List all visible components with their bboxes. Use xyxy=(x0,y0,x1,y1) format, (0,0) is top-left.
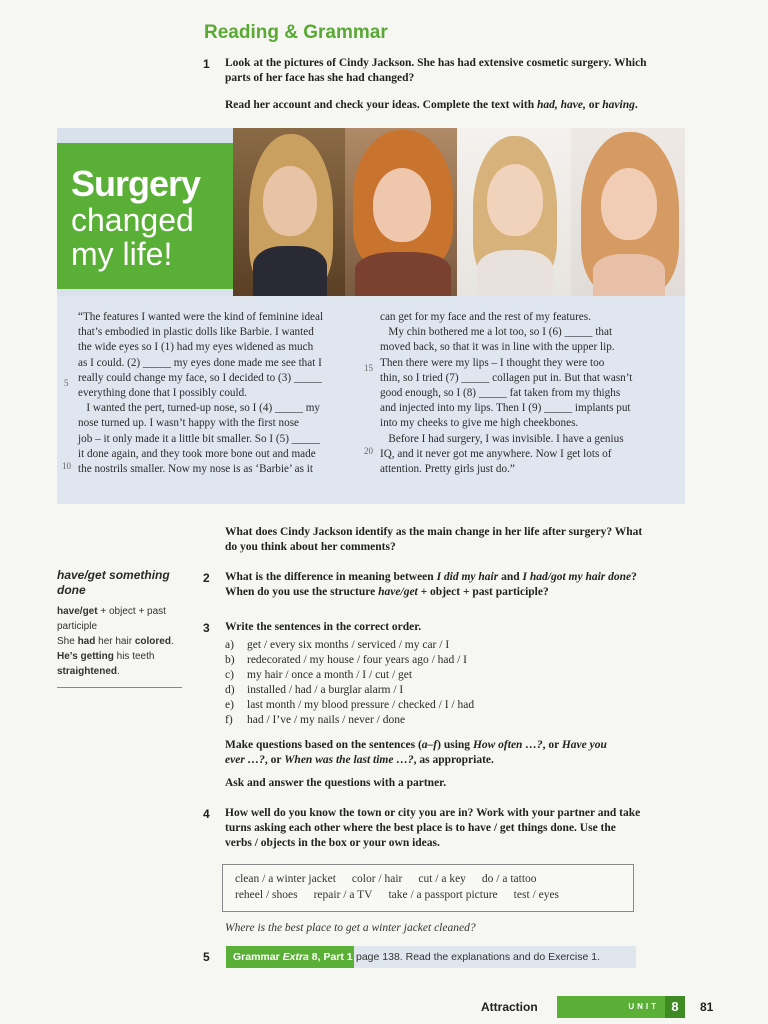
q2-part: + object + past participle? xyxy=(417,586,549,598)
question-2-text xyxy=(225,570,695,600)
article-right-line: attention. Pretty girls just do.” xyxy=(380,463,515,476)
q3-part: ) using xyxy=(437,739,473,751)
article-left-line: job – it only made it a little bit smaller. So I (5) _____ xyxy=(78,432,320,445)
article-right-line: Before I had surgery, I was invisible. I have a genius xyxy=(380,432,624,445)
article-left-line: really could change my face, so I decided to (3) _____ xyxy=(78,371,322,384)
instruction-or: or xyxy=(585,99,603,111)
list-text: get / every six months / serviced / my car / I xyxy=(247,639,450,651)
label-part: Grammar xyxy=(233,951,283,963)
grammar-box-body xyxy=(57,604,182,679)
instruction-end: . xyxy=(634,99,638,111)
list-text: installed / had / a burglar alarm / I xyxy=(247,684,404,696)
line-number-10: 10 xyxy=(62,461,71,471)
list-text: redecorated / my house / four years ago / had / I xyxy=(247,654,468,666)
example-1-bold: colored xyxy=(134,636,171,647)
photo-cindy-2 xyxy=(345,128,457,296)
rule-line-2: participle xyxy=(57,621,98,632)
q3-part: , as appropriate. xyxy=(413,754,494,766)
article-column-left xyxy=(78,310,378,477)
q4-line: How well do you know the town or city you are in? Work with your partner and take xyxy=(225,807,641,819)
q3-italic: How often …? xyxy=(472,739,543,751)
grammar-box-title xyxy=(57,568,182,598)
article-banner xyxy=(57,128,685,296)
example-2-bold: He’s xyxy=(57,651,81,662)
q3-part: Make questions based on the sentences ( xyxy=(225,739,422,751)
q3-italic: When was the last time …? xyxy=(284,754,414,766)
box-row-2 xyxy=(235,889,575,901)
label-italic: Extra xyxy=(282,951,309,963)
example-1-part: . xyxy=(170,636,174,647)
list-item xyxy=(225,698,685,713)
box-item: reheel / shoes xyxy=(235,889,298,901)
box-row-1 xyxy=(235,873,553,885)
list-item xyxy=(225,668,685,683)
question-1-number: 1 xyxy=(203,57,210,71)
article-left-line: as I could. (2) _____ my eyes done made me see that I xyxy=(78,356,322,369)
article-right-line: moved back, so that it was in line with the upper lip. xyxy=(380,341,615,354)
list-letter: e) xyxy=(225,699,234,711)
article-left-line: the wide eyes so I (1) had my eyes widened as much xyxy=(78,341,314,354)
q2-part: and xyxy=(498,571,523,583)
article-left-line: the nostrils smaller. Now my nose is as ‘Barbie’ as it xyxy=(78,463,314,476)
banner-title-line-3: my life! xyxy=(71,236,173,272)
box-item: take / a passport picture xyxy=(388,889,498,901)
instruction-word-having: having xyxy=(602,99,635,111)
article-right-line: into my cheeks to give me high cheekbones. xyxy=(380,417,579,430)
box-item: clean / a winter jacket xyxy=(235,873,336,885)
line-number-20: 20 xyxy=(364,446,373,456)
q2-part: ? xyxy=(631,571,637,583)
question-1-line-2: parts of her face has she had changed? xyxy=(225,72,415,84)
article-left-line: nose turned up. I wasn’t happy with the first nose xyxy=(78,417,300,430)
question-3-ask: Ask and answer the questions with a partner. xyxy=(225,777,447,789)
grammar-box-title-line-2: done xyxy=(57,583,86,597)
grammar-extra-label xyxy=(226,946,354,968)
list-text: last month / my blood pressure / checked / I / had xyxy=(247,699,475,711)
q3-part: , or xyxy=(264,754,285,766)
q2-italic: I did my hair xyxy=(436,571,499,583)
unit-number: 8 xyxy=(665,996,685,1018)
question-2-number: 2 xyxy=(203,571,210,585)
rule-have-get: have/get xyxy=(57,606,98,617)
q2-part: What is the difference in meaning between xyxy=(225,571,437,583)
grammar-extra-text: page 138. Read the explanations and do Exercise 1. xyxy=(356,951,601,963)
grammar-extra-bar xyxy=(226,946,636,968)
discussion-line-1: What does Cindy Jackson identify as the main change in her life after surgery? What xyxy=(225,526,643,538)
discussion-line-2: do you think about her comments? xyxy=(225,541,396,553)
list-text: my hair / once a month / I / cut / get xyxy=(247,669,413,681)
q3-italic: ever …? xyxy=(225,754,265,766)
grammar-box-divider xyxy=(57,687,182,688)
banner-title-panel xyxy=(57,143,235,289)
article-column-right xyxy=(380,310,680,477)
list-letter: c) xyxy=(225,669,234,681)
q4-line: turns asking each other where the best place is to have / get things done. Use the xyxy=(225,822,616,834)
banner-title xyxy=(71,165,200,271)
article-right-line: My chin bothered me a lot too, so I (6) _____ that xyxy=(380,326,613,339)
instruction-words: had, have, xyxy=(536,99,586,111)
question-3-title: Write the sentences in the correct order. xyxy=(225,621,422,633)
question-4-text xyxy=(225,806,695,851)
q3-italic: Have you xyxy=(561,739,607,751)
box-item: cut / a key xyxy=(418,873,466,885)
example-1-part: She xyxy=(57,636,78,647)
example-2-bold: getting xyxy=(80,651,114,662)
verb-object-box xyxy=(222,864,634,912)
box-item: repair / a TV xyxy=(313,889,373,901)
footer-unit-title: Attraction xyxy=(481,1000,538,1014)
example-2-part: his teeth xyxy=(113,651,155,662)
instruction-text: Read her account and check your ideas. Complete the text with xyxy=(225,99,537,111)
section-title: Reading & Grammar xyxy=(204,22,388,43)
article-right-line: IQ, and it never got me anywhere. Now I get lots of xyxy=(380,447,612,460)
box-item: color / hair xyxy=(351,873,403,885)
q2-italic: I had/got my hair done xyxy=(522,571,632,583)
question-4-number: 4 xyxy=(203,807,210,821)
article-left-line: it done again, and they took more bone out and made xyxy=(78,447,316,460)
question-1-text xyxy=(225,56,695,86)
grammar-box-title-line-1: have/get something xyxy=(57,568,170,582)
article-left-line: “The features I wanted were the kind of feminine ideal xyxy=(78,311,324,323)
article-right-line: Then there were my lips – I thought they were too xyxy=(380,356,605,369)
banner-title-line-1: Surgery xyxy=(71,163,201,204)
example-question: Where is the best place to get a winter jacket cleaned? xyxy=(225,922,476,934)
article-right-line: and injected into my lips. Then I (9) _____ implants put xyxy=(380,402,631,415)
photo-cindy-3 xyxy=(457,128,571,296)
example-2-bold: straightened xyxy=(57,666,118,677)
list-item xyxy=(225,638,685,653)
list-letter: d) xyxy=(225,684,235,696)
list-item xyxy=(225,713,685,728)
label-part: 8, Part 1 xyxy=(308,951,353,963)
unit-label: UNIT xyxy=(628,1002,659,1011)
discussion-question xyxy=(225,525,695,555)
q2-italic: have/get xyxy=(378,586,418,598)
example-1-part: her hair xyxy=(95,636,135,647)
q3-italic: a–f xyxy=(421,739,438,751)
question-1-instruction xyxy=(225,98,695,113)
article-right-line: thin, so I tried (7) _____ collagen put in. But that wasn’t xyxy=(380,371,633,384)
question-1-line-1: Look at the pictures of Cindy Jackson. She has had extensive cosmetic surgery. Which xyxy=(225,57,647,69)
article-left-line: everything done that I possibly could. xyxy=(78,387,248,400)
list-letter: a) xyxy=(225,639,234,651)
list-text: had / I’ve / my nails / never / done xyxy=(247,714,406,726)
question-3-list xyxy=(225,638,685,728)
box-item: do / a tattoo xyxy=(481,873,537,885)
article-left-line: I wanted the pert, turned-up nose, so I (4) _____ my xyxy=(78,402,321,415)
question-3-make-questions xyxy=(225,738,695,768)
q2-part: When do you use the structure xyxy=(225,586,379,598)
line-number-15: 15 xyxy=(364,363,373,373)
question-5-number: 5 xyxy=(203,950,210,964)
rule-rest: + object + past xyxy=(97,606,166,617)
box-item: test / eyes xyxy=(513,889,560,901)
page-number: 81 xyxy=(700,1000,714,1014)
article-right-line: can get for my face and the rest of my features. xyxy=(380,311,591,323)
list-item xyxy=(225,683,685,698)
q4-line: verbs / objects in the box or your own ideas. xyxy=(225,837,440,849)
line-number-5: 5 xyxy=(64,378,69,388)
list-item xyxy=(225,653,685,668)
example-2-part: . xyxy=(117,666,120,677)
article-right-line: good enough, so I (8) _____ fat taken from my thighs xyxy=(380,387,621,400)
example-1-bold: had xyxy=(77,636,96,647)
article-left-line: that’s embodied in plastic dolls like Barbie. I wanted xyxy=(78,326,314,339)
photo-cindy-1 xyxy=(233,128,345,296)
list-letter: f) xyxy=(225,714,233,726)
photo-cindy-4 xyxy=(571,128,685,296)
footer-unit-bar xyxy=(557,996,685,1018)
list-letter: b) xyxy=(225,654,235,666)
question-3-number: 3 xyxy=(203,621,210,635)
q3-part: , or xyxy=(542,739,562,751)
banner-title-line-2: changed xyxy=(71,202,194,238)
